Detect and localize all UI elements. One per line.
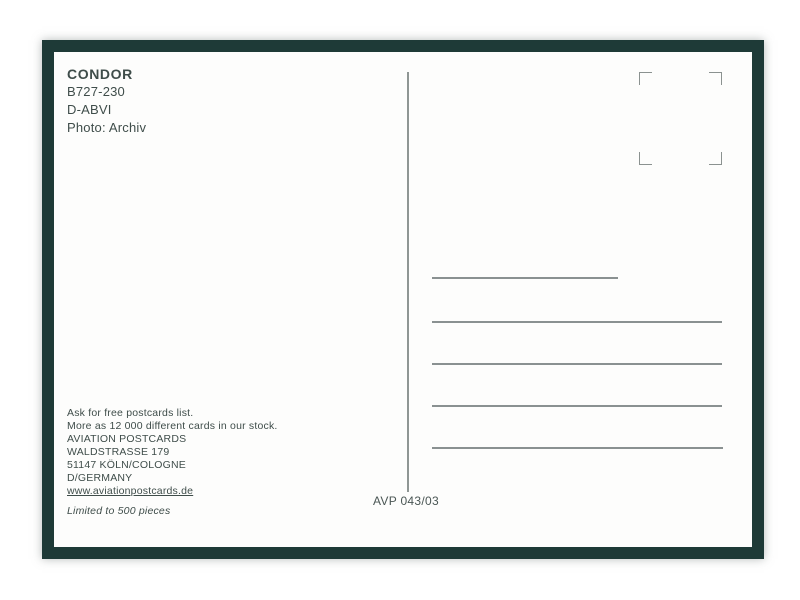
address-line-3 bbox=[432, 363, 722, 365]
photo-credit: Photo: Archiv bbox=[67, 120, 147, 135]
stamp-corner-mark-top-right bbox=[709, 72, 722, 85]
address-line-5 bbox=[432, 447, 723, 449]
aircraft-type: B727-230 bbox=[67, 84, 125, 99]
info-line-street: WALDSTRASSE 179 bbox=[67, 446, 170, 458]
card-number: AVP 043/03 bbox=[373, 494, 439, 508]
stamp-corner-mark-bottom-left bbox=[639, 152, 652, 165]
website-url: www.aviationpostcards.de bbox=[67, 485, 194, 497]
postcard-writing-side bbox=[54, 52, 752, 547]
stamp-placement-area bbox=[639, 72, 722, 165]
address-line-4 bbox=[432, 405, 722, 407]
airline-title: CONDOR bbox=[67, 66, 133, 82]
publisher-info-block bbox=[67, 407, 278, 518]
center-divider-line bbox=[407, 72, 409, 492]
address-line-1 bbox=[432, 277, 618, 279]
info-line-city: 51147 KÖLN/COLOGNE bbox=[67, 459, 186, 471]
postcard-back bbox=[42, 40, 764, 559]
stamp-corner-mark-top-left bbox=[639, 72, 652, 85]
limited-edition-note: Limited to 500 pieces bbox=[67, 505, 171, 517]
publisher-block bbox=[67, 65, 146, 137]
address-line-2 bbox=[432, 321, 722, 323]
aircraft-registration: D-ABVI bbox=[67, 102, 112, 117]
stamp-corner-mark-bottom-right bbox=[709, 152, 722, 165]
info-line-publisher-name: AVIATION POSTCARDS bbox=[67, 433, 187, 445]
info-line-stock: More as 12 000 different cards in our stock. bbox=[67, 420, 278, 432]
info-line-country: D/GERMANY bbox=[67, 472, 133, 484]
info-line-free-list: Ask for free postcards list. bbox=[67, 407, 194, 419]
